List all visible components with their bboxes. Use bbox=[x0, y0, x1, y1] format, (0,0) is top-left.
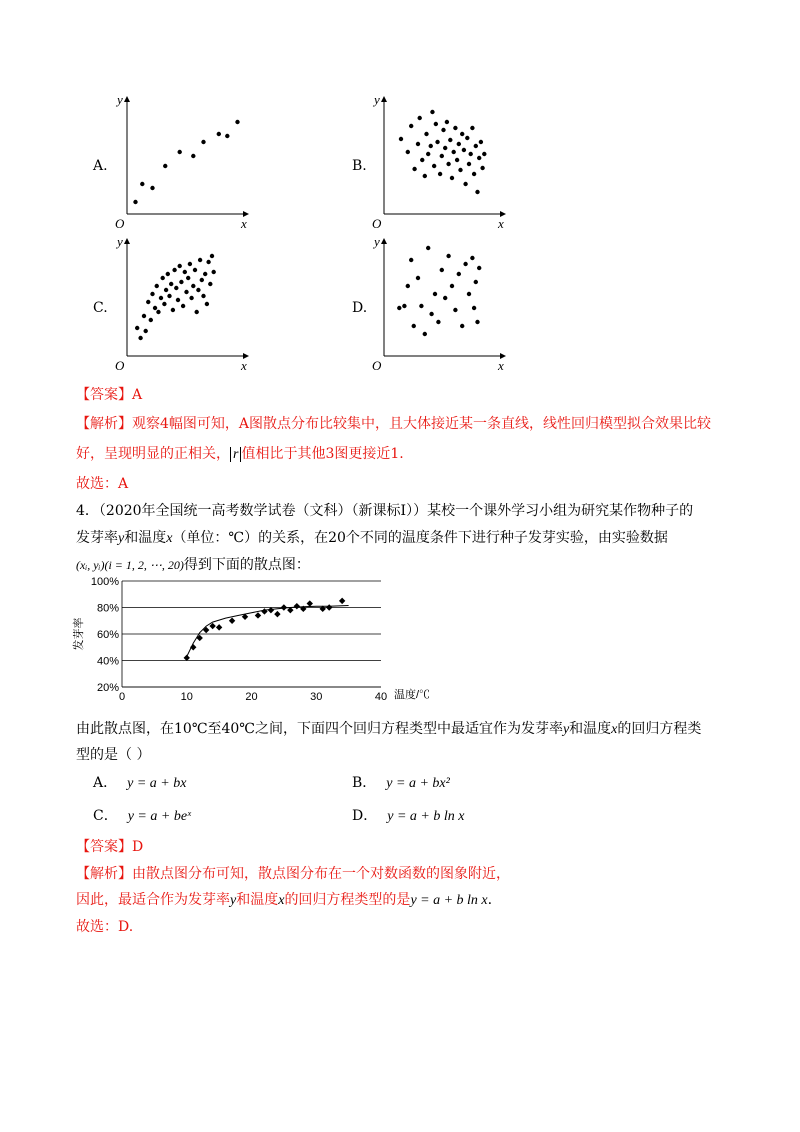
scatter-point bbox=[146, 300, 150, 304]
scatter-point bbox=[200, 278, 204, 282]
scatter-point bbox=[138, 336, 142, 340]
q4-stem-line5: 型的是（ ） bbox=[76, 747, 151, 763]
scatter-point bbox=[472, 172, 476, 176]
x-tick-label: 20 bbox=[245, 691, 258, 703]
scatter-point bbox=[164, 288, 168, 292]
scatter-point bbox=[174, 286, 178, 290]
scatter-point bbox=[441, 128, 445, 132]
scatter-point bbox=[216, 624, 222, 630]
scatter-point bbox=[191, 154, 195, 158]
q4-answer bbox=[76, 836, 143, 856]
q4-stem-line3 bbox=[76, 554, 310, 574]
option-b-letter: B． bbox=[352, 775, 377, 791]
option-b[interactable] bbox=[352, 772, 450, 792]
scatter-point bbox=[171, 308, 175, 312]
q4-stem-line2 bbox=[76, 527, 668, 547]
var-y: y bbox=[118, 531, 125, 546]
y-axis-label: y bbox=[374, 92, 380, 107]
scatter-point bbox=[460, 324, 464, 328]
scatter-point bbox=[457, 142, 461, 146]
scatter-point bbox=[229, 618, 235, 624]
scatter-point bbox=[169, 282, 173, 286]
origin-label: O bbox=[372, 358, 382, 373]
scatter-point bbox=[440, 154, 444, 158]
scatter-point bbox=[467, 292, 471, 296]
q4-stem-line4 bbox=[76, 718, 701, 738]
scatter-point bbox=[438, 172, 442, 176]
q3-answer bbox=[76, 384, 142, 404]
scatter-point bbox=[281, 604, 287, 610]
scatter-point bbox=[465, 136, 469, 140]
scatter-point bbox=[135, 326, 139, 330]
scatter-point bbox=[178, 150, 182, 154]
y-tick-label: 40% bbox=[96, 655, 119, 668]
scatter-point bbox=[424, 132, 428, 136]
scatter-point bbox=[208, 282, 212, 286]
scatter-point bbox=[482, 152, 486, 156]
origin-label: O bbox=[115, 358, 125, 373]
origin-label: O bbox=[372, 216, 382, 231]
y-axis-arrow bbox=[381, 96, 387, 102]
scatter-point bbox=[201, 294, 205, 298]
scatter-point bbox=[436, 320, 440, 324]
scatter-point bbox=[196, 288, 200, 292]
scatter-point bbox=[446, 254, 450, 258]
scatter-point bbox=[155, 284, 159, 288]
scatter-point bbox=[162, 302, 166, 306]
x-tick-label: 10 bbox=[180, 691, 193, 703]
scatter-point bbox=[429, 144, 433, 148]
scatter-point bbox=[339, 598, 345, 604]
scatter-point bbox=[294, 603, 300, 609]
var-x: x bbox=[611, 722, 618, 737]
scatter-point bbox=[268, 607, 274, 613]
scatter-point bbox=[307, 600, 313, 606]
q3-analysis-line2 bbox=[76, 443, 404, 463]
answer-formula: y = a + b ln x bbox=[410, 893, 488, 908]
q3-analysis-text2-pre: 好，呈现明显的正相关， bbox=[76, 446, 230, 462]
x-axis-label: x bbox=[498, 358, 504, 373]
q4-analysis-text: 因此，最适合作为发芽率 bbox=[76, 892, 230, 908]
scatter-point bbox=[210, 254, 214, 258]
scatter-point bbox=[446, 162, 450, 166]
x-axis-label: x bbox=[498, 216, 504, 231]
scatter-point bbox=[452, 150, 456, 154]
scatter-point bbox=[469, 152, 473, 156]
scatter-point bbox=[184, 290, 188, 294]
q4-analysis-label: 【解析】 bbox=[76, 866, 132, 882]
scatter-point bbox=[416, 142, 420, 146]
scatter-point bbox=[172, 268, 176, 272]
scatter-plot-b bbox=[372, 92, 512, 232]
scatter-point bbox=[420, 158, 424, 162]
q3-analysis-text2-post: 值相比于其他3图更接近1. bbox=[241, 446, 404, 462]
origin-label: O bbox=[115, 216, 125, 231]
scatter-point bbox=[217, 132, 221, 136]
scatter-point bbox=[191, 284, 195, 288]
var-y: y bbox=[230, 893, 237, 908]
x-axis-label: x bbox=[241, 216, 247, 231]
scatter-point bbox=[432, 164, 436, 168]
scatter-point bbox=[453, 126, 457, 130]
scatter-point bbox=[205, 302, 209, 306]
plot-b-letter: B. bbox=[352, 158, 367, 174]
q3-analysis-line1 bbox=[76, 413, 711, 433]
q4-choice: 故选：D. bbox=[76, 919, 134, 935]
y-tick-label: 100% bbox=[90, 576, 119, 588]
scatter-point bbox=[163, 164, 167, 168]
scatter-point bbox=[423, 174, 427, 178]
scatter-point bbox=[426, 246, 430, 250]
option-a-letter: A． bbox=[93, 775, 118, 791]
scatter-point bbox=[416, 276, 420, 280]
scatter-point bbox=[193, 268, 197, 272]
scatter-point bbox=[475, 190, 479, 194]
scatter-point bbox=[201, 140, 205, 144]
scatter-point bbox=[178, 264, 182, 268]
q4-analysis-line2 bbox=[76, 889, 492, 909]
scatter-point bbox=[188, 262, 192, 266]
scatter-point bbox=[133, 200, 137, 204]
option-b-formula: y = a + bx² bbox=[386, 776, 450, 791]
y-tick-label: 60% bbox=[96, 629, 119, 641]
scatter-point bbox=[479, 140, 483, 144]
scatter-point bbox=[463, 182, 467, 186]
scatter-point bbox=[467, 162, 471, 166]
scatter-point bbox=[477, 156, 481, 160]
option-a-formula: y = a + bx bbox=[127, 776, 187, 791]
y-axis-arrow bbox=[124, 96, 130, 102]
scatter-point bbox=[460, 132, 464, 136]
x-tick-label: 0 bbox=[118, 691, 126, 703]
q4-analysis-text1: 由散点图分布可知，散点图分布在一个对数函数的图象附近， bbox=[132, 866, 510, 882]
scatter-point bbox=[142, 314, 146, 318]
scatter-point bbox=[156, 310, 160, 314]
scatter-point bbox=[402, 304, 406, 308]
q4-text: （单位：℃）的关系，在20个不同的温度条件下进行种子发芽实验，由实验数据 bbox=[172, 530, 668, 546]
scatter-point bbox=[212, 270, 216, 274]
scatter-point bbox=[443, 146, 447, 150]
y-axis-arrow bbox=[381, 238, 387, 244]
scatter-point bbox=[406, 284, 410, 288]
q4-text: 的回归方程类 bbox=[617, 721, 702, 737]
option-c-letter: C． bbox=[93, 808, 118, 824]
scatter-point bbox=[189, 296, 193, 300]
scatter-point bbox=[183, 270, 187, 274]
scatter-point bbox=[198, 258, 202, 262]
scatter-point bbox=[474, 280, 478, 284]
option-c-formula: y = a + beˣ bbox=[127, 809, 191, 824]
germination-scatter-chart bbox=[68, 574, 468, 709]
q4-stem-line1: 4．（2020年全国统一高考数学试卷（文科）（新课标Ⅰ））某校一个课外学习小组为研究某作物种子的 bbox=[76, 503, 694, 519]
scatter-point bbox=[462, 148, 466, 152]
scatter-point bbox=[161, 276, 165, 280]
option-c[interactable] bbox=[93, 805, 191, 825]
scatter-plot-a bbox=[115, 92, 255, 232]
scatter-point bbox=[463, 262, 467, 266]
option-d-formula: y = a + b ln x bbox=[387, 809, 465, 824]
q3-answer-value: A bbox=[132, 387, 143, 403]
scatter-point bbox=[153, 306, 157, 310]
scatter-point bbox=[412, 324, 416, 328]
q4-text: 得到下面的散点图： bbox=[183, 557, 310, 573]
y-axis-label: 发芽率 bbox=[72, 617, 85, 651]
scatter-plot-c bbox=[115, 234, 255, 374]
scatter-point bbox=[433, 292, 437, 296]
scatter-point bbox=[440, 268, 444, 272]
scatter-point bbox=[429, 312, 433, 316]
scatter-point bbox=[418, 116, 422, 120]
scatter-point bbox=[470, 126, 474, 130]
scatter-point bbox=[150, 186, 154, 190]
scatter-point bbox=[412, 167, 416, 171]
scatter-point bbox=[235, 120, 239, 124]
scatter-point bbox=[475, 320, 479, 324]
x-tick-label: 40 bbox=[374, 691, 388, 703]
q4-answer-value: D bbox=[132, 839, 144, 855]
scatter-point bbox=[206, 260, 210, 264]
q3-analysis-text1: 观察4幅图可知，A图散点分布比较集中，且大体接近某一条直线，线性回归模型拟合效果比较 bbox=[132, 416, 712, 432]
x-tick-label: 30 bbox=[310, 691, 323, 703]
q4-text: 和温度 bbox=[124, 530, 167, 546]
x-axis-label: 温度/℃ bbox=[394, 689, 431, 701]
scatter-point bbox=[474, 144, 478, 148]
q4-analysis-line1 bbox=[76, 863, 510, 883]
scatter-point bbox=[167, 294, 171, 298]
data-notation: (xᵢ, yᵢ)(i = 1, 2, ⋯, 20) bbox=[76, 558, 184, 572]
scatter-point bbox=[186, 276, 190, 280]
scatter-point bbox=[225, 134, 229, 138]
y-tick-label: 80% bbox=[96, 602, 119, 615]
scatter-point bbox=[195, 310, 199, 314]
q4-answer-label: 【答案】 bbox=[76, 839, 132, 855]
scatter-point bbox=[448, 138, 452, 142]
scatter-point bbox=[166, 272, 170, 276]
plot-a-letter: A. bbox=[93, 158, 108, 174]
q3-analysis-label: 【解析】 bbox=[76, 416, 132, 432]
x-axis-label: x bbox=[241, 358, 247, 373]
q4-analysis-text: . bbox=[487, 892, 493, 908]
scatter-point bbox=[409, 124, 413, 128]
scatter-point bbox=[430, 110, 434, 114]
q4-text: 和温度 bbox=[569, 721, 612, 737]
scatter-point bbox=[443, 296, 447, 300]
scatter-point bbox=[159, 296, 163, 300]
scatter-point bbox=[179, 280, 183, 284]
var-x: x bbox=[166, 531, 173, 546]
scatter-point bbox=[457, 272, 461, 276]
scatter-point bbox=[445, 120, 449, 124]
scatter-point bbox=[184, 655, 190, 661]
scatter-point bbox=[470, 256, 474, 260]
scatter-point bbox=[450, 284, 454, 288]
q4-analysis-text: 的回归方程类型的是 bbox=[284, 892, 411, 908]
scatter-point bbox=[419, 304, 423, 308]
q3-answer-label: 【答案】 bbox=[76, 387, 132, 403]
scatter-point bbox=[409, 258, 413, 262]
scatter-point bbox=[434, 122, 438, 126]
plot-c-letter: C. bbox=[93, 300, 108, 316]
scatter-point bbox=[426, 152, 430, 156]
q4-text: 由此散点图，在10℃至40℃之间，下面四个回归方程类型中最适宜作为发芽率 bbox=[76, 721, 563, 737]
scatter-point bbox=[455, 158, 459, 162]
scatter-point bbox=[144, 329, 148, 333]
scatter-point bbox=[435, 140, 439, 144]
scatter-point bbox=[149, 318, 153, 322]
y-axis-arrow bbox=[124, 238, 130, 244]
y-tick-label: 20% bbox=[96, 682, 119, 694]
scatter-point bbox=[450, 176, 454, 180]
scatter-point bbox=[477, 266, 481, 270]
scatter-point bbox=[399, 137, 403, 141]
scatter-point bbox=[480, 166, 484, 170]
abs-r-symbol: r bbox=[230, 447, 241, 462]
option-a[interactable] bbox=[93, 772, 186, 792]
y-axis-label: y bbox=[374, 234, 380, 249]
scatter-point bbox=[423, 332, 427, 336]
fit-curve bbox=[187, 606, 349, 657]
q3-choice: 故选：A bbox=[76, 476, 129, 492]
scatter-point bbox=[472, 306, 476, 310]
option-d[interactable] bbox=[352, 805, 464, 825]
var-y: y bbox=[562, 722, 570, 737]
scatter-point bbox=[140, 182, 144, 186]
scatter-point bbox=[181, 304, 185, 308]
scatter-point bbox=[203, 272, 207, 276]
scatter-point bbox=[406, 150, 410, 154]
scatter-point bbox=[176, 298, 180, 302]
scatter-plot-d bbox=[372, 234, 512, 374]
option-d-letter: D． bbox=[352, 808, 378, 824]
scatter-point bbox=[274, 611, 280, 617]
plot-d-letter: D. bbox=[352, 300, 368, 316]
q4-text: 发芽率 bbox=[76, 530, 118, 546]
scatter-point bbox=[150, 292, 154, 296]
y-axis-label: y bbox=[117, 234, 123, 249]
y-axis-label: y bbox=[117, 92, 123, 107]
scatter-point bbox=[261, 608, 267, 614]
scatter-point bbox=[326, 604, 332, 610]
scatter-point bbox=[190, 644, 196, 650]
scatter-point bbox=[255, 612, 261, 618]
var-x: x bbox=[278, 893, 285, 908]
scatter-point bbox=[458, 168, 462, 172]
scatter-point bbox=[397, 306, 401, 310]
q4-analysis-text: 和温度 bbox=[236, 892, 279, 908]
scatter-point bbox=[453, 308, 457, 312]
